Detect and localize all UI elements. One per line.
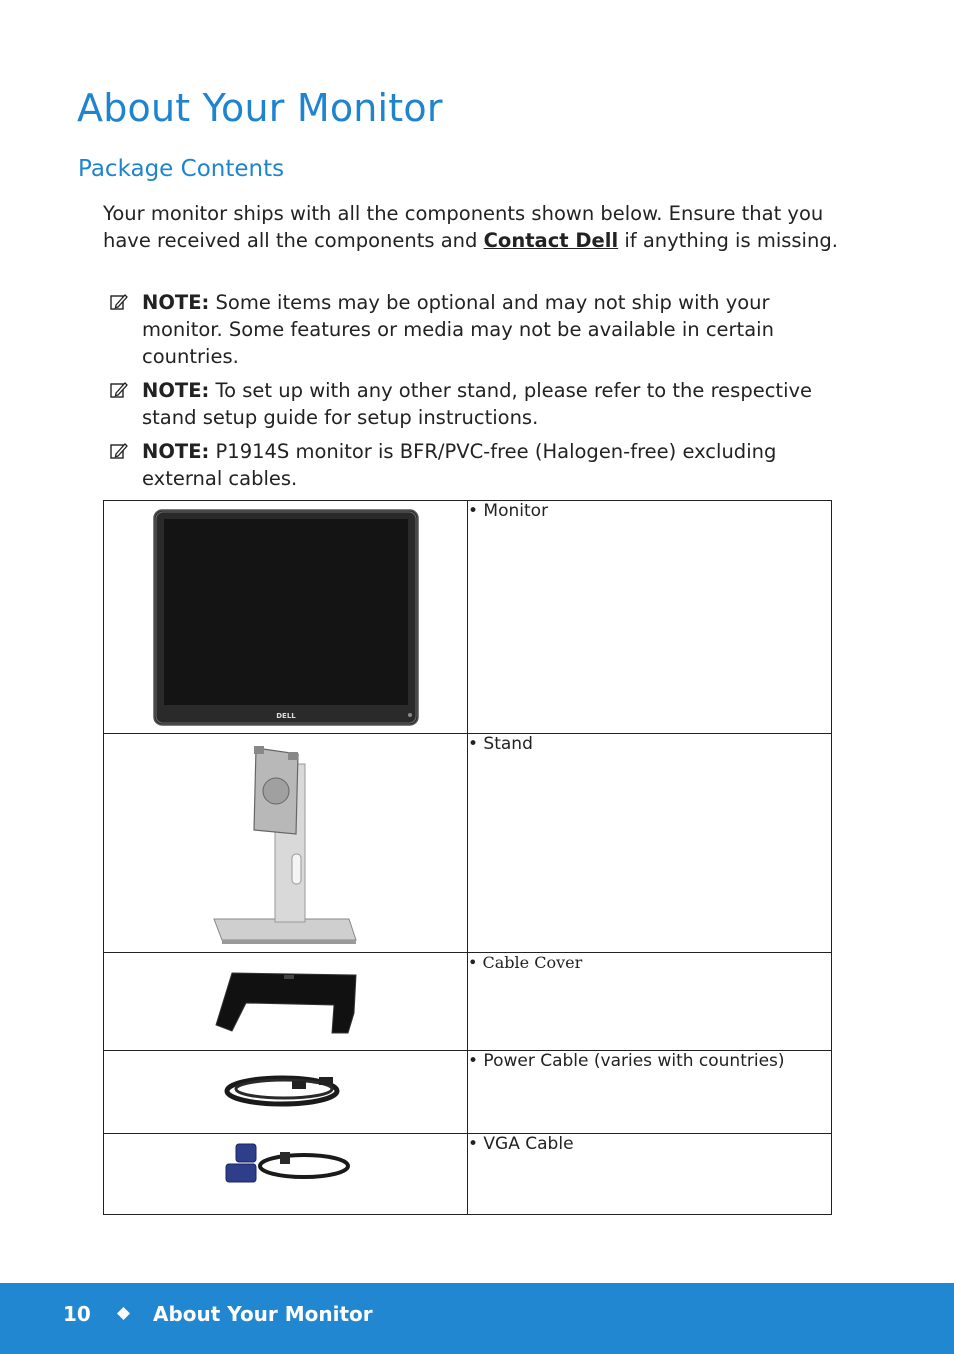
intro-paragraph xyxy=(103,200,848,254)
note-pencil-icon xyxy=(110,442,128,460)
diamond-icon xyxy=(117,1307,130,1320)
package-contents-table xyxy=(103,500,832,1215)
monitor-logo: DELL xyxy=(276,712,296,720)
table-row xyxy=(104,953,832,1051)
item-monitor xyxy=(468,501,832,734)
item-vga-cable xyxy=(468,1134,832,1215)
contact-dell-link[interactable]: Contact Dell xyxy=(483,229,619,252)
item-label: • VGA Cable xyxy=(468,1134,574,1154)
item-label: • Cable Cover xyxy=(468,953,583,972)
item-stand xyxy=(468,734,832,953)
power-cable-image-cell xyxy=(104,1051,468,1134)
note-label: NOTE: xyxy=(142,291,210,314)
page-title: About Your Monitor xyxy=(77,86,443,130)
cable-cover-image-cell xyxy=(104,953,468,1051)
note-label: NOTE: xyxy=(142,379,210,402)
note-2 xyxy=(110,377,850,431)
monitor-image-cell xyxy=(104,501,468,734)
item-label: • Power Cable (varies with countries) xyxy=(468,1051,785,1071)
vga-cable-image xyxy=(104,1134,467,1210)
monitor-image xyxy=(104,501,467,729)
note-text: Some items may be optional and may not ship with your monitor. Some features or media may not be available in certain countries. xyxy=(142,291,774,368)
table-row xyxy=(104,1134,832,1215)
note-1 xyxy=(110,289,850,370)
note-pencil-icon xyxy=(110,381,128,399)
cable-cover-image xyxy=(104,953,467,1046)
item-power-cable xyxy=(468,1051,832,1134)
note-label: NOTE: xyxy=(142,440,210,463)
table-row xyxy=(104,501,832,734)
item-cable-cover xyxy=(468,953,832,1051)
note-3 xyxy=(110,438,850,492)
footer-section-title: About Your Monitor xyxy=(153,1302,373,1326)
page-footer xyxy=(0,1283,954,1354)
table-row xyxy=(104,1051,832,1134)
power-cable-image xyxy=(104,1051,467,1129)
note-text: To set up with any other stand, please refer to the respective stand setup guide for setup instructions. xyxy=(142,379,813,429)
vga-cable-image-cell xyxy=(104,1134,468,1215)
item-label: • Monitor xyxy=(468,501,549,521)
item-label: • Stand xyxy=(468,734,533,754)
section-subtitle: Package Contents xyxy=(78,156,285,182)
intro-text-after: if anything is missing. xyxy=(618,229,838,252)
note-pencil-icon xyxy=(110,293,128,311)
stand-image xyxy=(104,734,467,948)
stand-image-cell xyxy=(104,734,468,953)
table-row xyxy=(104,734,832,953)
intro-text-before: Your monitor ships with all the components shown below. Ensure that you have received all the components and xyxy=(103,202,824,252)
page-number: 10 xyxy=(63,1302,91,1326)
note-text: P1914S monitor is BFR/PVC-free (Halogen-free) excluding external cables. xyxy=(142,440,777,490)
